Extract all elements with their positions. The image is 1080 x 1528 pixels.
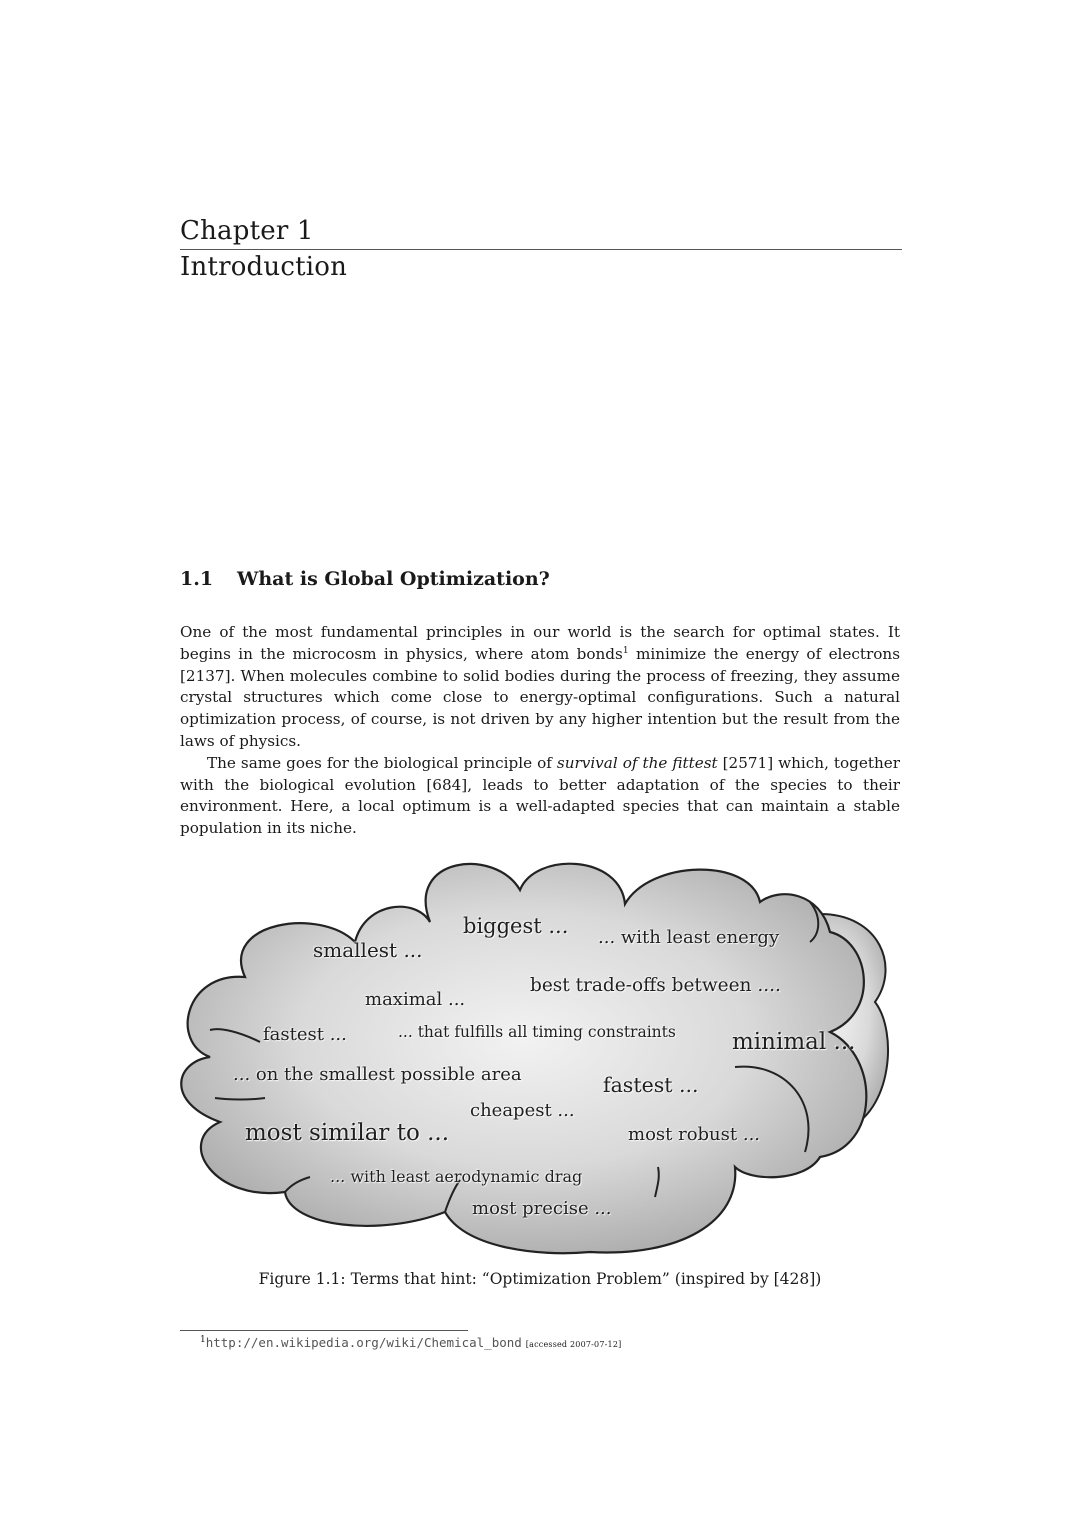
chapter-rule [180,249,902,250]
paragraph-2-part-b: [2571] which, together with the biological evolution [684], leads to better adaptation of the species to their environment. Here, a local optimum is a well-adapted species that can maintain a stable population in its niche. [180,753,901,838]
footnote-url-link[interactable]: http://en.wikipedia.org/wiki/Chemical_bond [205,1335,522,1351]
footnote-rule [180,1330,468,1331]
cloud-term: ... with least energy [598,927,780,948]
cloud-term: minimal ... [732,1029,856,1055]
cloud-term: ... on the smallest possible area [233,1064,522,1085]
cloud-term: most similar to ... [245,1120,450,1146]
paragraph-2-part-a: The same goes for the biological principle of [207,753,557,772]
cloud-term: most robust ... [628,1124,761,1145]
footnote-reference[interactable]: 1 [622,645,629,656]
optimization-terms-cloud [180,862,900,1262]
cloud-term: ... with least aerodynamic drag [330,1167,583,1186]
cloud-term: best trade-offs between .... [530,975,781,996]
figure-caption: Figure 1.1: Terms that hint: “Optimization Problem” (inspired by [428]) [258,1270,822,1288]
emphasis-survival-of-the-fittest: survival of the fittest [556,753,718,772]
cloud-term: cheapest ... [470,1100,575,1121]
chapter-title: Introduction [180,252,348,282]
section-heading [180,568,550,590]
cloud-term: fastest ... [603,1073,699,1097]
chapter-label: Chapter 1 [180,216,314,246]
section-title: What is Global Optimization? [237,568,550,590]
cloud-term: fastest ... [263,1024,347,1045]
paragraph-1-part-a: One of the most fundamental principles in our world is the search for optimal states. It begins in the microcosm in physics, where atom bonds [180,623,900,663]
footnote-number: 1 [200,1335,206,1345]
section-number: 1.1 [180,568,214,590]
cloud-term: maximal ... [365,989,466,1010]
cloud-term: smallest ... [313,938,423,962]
cloud-term: biggest ... [463,914,569,938]
cloud-term: most precise ... [472,1198,612,1219]
cloud-term: ... that fulfills all timing constraints [398,1023,676,1041]
paragraph-2 [180,753,900,840]
paragraph-1 [180,622,900,753]
footnote [200,1335,621,1350]
paragraph-1-part-b: minimize the energy of electrons [2137]. When molecules combine to solid bodies during the process of freezing, they assume crystal structures which come close to energy-optimal configurations. Such a natural optimization process, of course, is not driven by any higher intention but the result from the laws of physics. [180,644,900,750]
body-text [180,622,900,840]
footnote-accessed-date: [accessed 2007-07-12] [525,1340,622,1350]
